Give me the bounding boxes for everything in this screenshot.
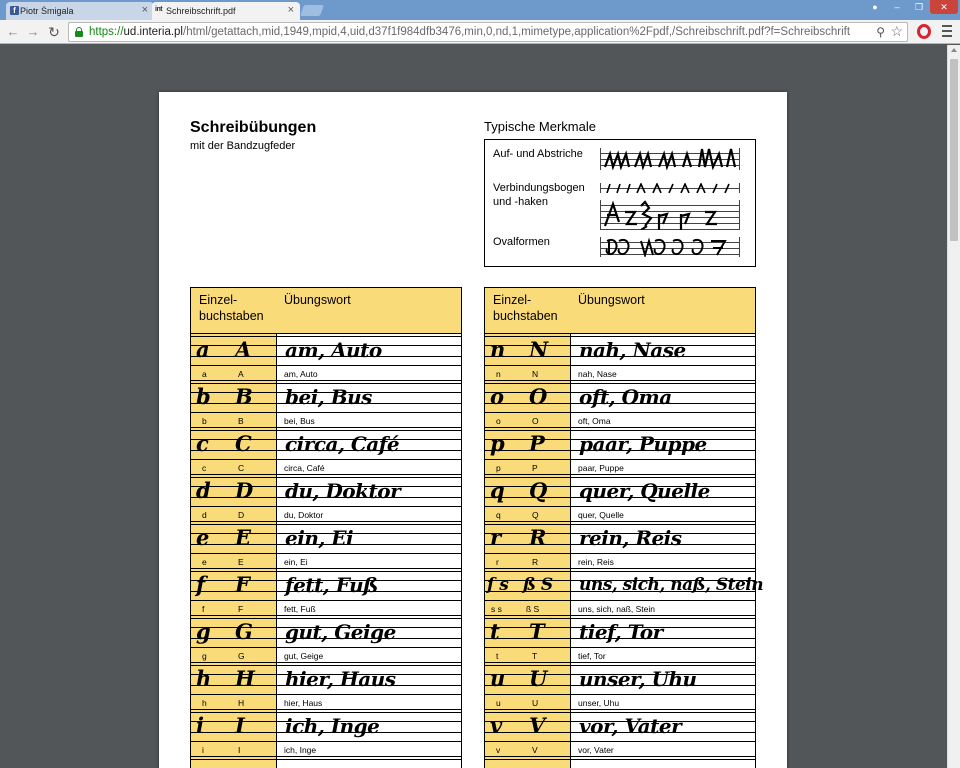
script-word: circa, Café	[285, 432, 400, 456]
print-upper: O	[532, 416, 539, 426]
address-bar[interactable]	[68, 22, 908, 42]
scroll-thumb[interactable]	[950, 59, 958, 241]
script-lower: i	[196, 713, 204, 738]
table-row	[485, 334, 755, 381]
script-lower: a	[196, 337, 210, 362]
script-upper: N	[529, 337, 548, 362]
print-upper: T	[532, 651, 538, 661]
table-row-partial	[191, 757, 461, 768]
script-word: bei, Bus	[285, 385, 372, 409]
script-word: am, Auto	[285, 338, 382, 362]
header-practice-word: Übungswort	[284, 293, 351, 307]
table-row	[191, 381, 461, 428]
feature-label: Auf- und Abstriche	[493, 148, 583, 160]
script-word: oft, Oma	[579, 385, 672, 409]
print-upper: F	[238, 604, 244, 614]
table-row	[485, 381, 755, 428]
print-lower: q	[496, 510, 501, 520]
script-word: unser, Uhu	[579, 667, 697, 691]
table-row	[485, 569, 764, 616]
print-word: hier, Haus	[284, 698, 323, 708]
table-row	[485, 522, 755, 569]
print-word: tief, Tor	[578, 651, 606, 661]
header-practice-word: Übungswort	[578, 293, 645, 307]
print-upper: C	[238, 463, 245, 473]
print-word: vor, Vater	[578, 745, 614, 755]
script-upper: C	[235, 431, 252, 456]
table-row	[485, 428, 755, 475]
script-word: ein, Ei	[285, 526, 354, 550]
script-word: rein, Reis	[579, 526, 682, 550]
print-word: am, Auto	[284, 369, 318, 379]
script-lower: t	[490, 619, 500, 644]
script-lower: p	[490, 431, 505, 456]
script-upper: E	[235, 525, 251, 550]
document-title: Schreibübungen	[190, 119, 317, 136]
practice-table-right	[484, 287, 764, 768]
print-word: fett, Fuß	[284, 604, 316, 614]
script-word: gut, Geige	[285, 620, 396, 644]
script-upper: U	[529, 666, 547, 691]
print-lower: u	[496, 698, 501, 708]
script-word: du, Doktor	[285, 479, 401, 503]
script-lower: q	[490, 478, 505, 503]
script-upper: P	[529, 431, 545, 456]
print-word: nah, Nase	[578, 369, 617, 379]
print-upper: V	[532, 745, 538, 755]
print-word: unser, Uhu	[578, 698, 620, 708]
table-row	[485, 663, 755, 710]
bookmark-star-icon[interactable]: ☆	[890, 23, 903, 39]
print-word: uns, sich, naß, Stein	[578, 604, 656, 614]
scroll-up-arrow-icon[interactable]	[951, 48, 957, 52]
print-lower: b	[202, 416, 207, 426]
script-upper: H	[235, 666, 255, 691]
print-lower: f	[202, 604, 205, 614]
user-icon[interactable]: ●	[872, 2, 878, 12]
feature-sample-strokes	[600, 148, 740, 170]
print-lower: i	[202, 745, 204, 755]
script-upper: D	[235, 478, 253, 503]
script-lower: f	[196, 572, 205, 597]
script-lower: c	[196, 431, 209, 456]
print-upper: A	[238, 369, 244, 379]
script-lower: n	[490, 337, 505, 362]
tab-label: Piotr Śmigala	[20, 6, 74, 16]
table-row-partial	[485, 757, 755, 768]
document-subtitle: mit der Bandzugfeder	[190, 140, 296, 152]
script-upper: B	[235, 384, 253, 409]
browser-toolbar	[0, 20, 960, 44]
table-row	[485, 475, 755, 522]
print-word: paar, Puppe	[578, 463, 624, 473]
print-lower: p	[496, 463, 501, 473]
print-upper: R	[532, 557, 539, 567]
interia-icon: int	[155, 6, 163, 13]
script-upper: ß S	[523, 575, 553, 595]
print-upper: B	[238, 416, 244, 426]
script-lower: ſ s	[487, 575, 509, 595]
script-word: vor, Vater	[579, 714, 682, 738]
print-word: gut, Geige	[284, 651, 324, 661]
close-window-button[interactable]: ✕	[930, 0, 958, 14]
print-lower: e	[202, 557, 207, 567]
script-upper: F	[235, 572, 250, 597]
script-word: fett, Fuß	[285, 573, 378, 597]
print-word: bei, Bus	[284, 416, 315, 426]
table-row	[485, 710, 755, 757]
feature-label: Ovalformen	[493, 236, 550, 248]
print-word: oft, Oma	[578, 416, 611, 426]
print-upper: E	[238, 557, 244, 567]
table-row	[191, 428, 461, 475]
url-text[interactable]: https://ud.interia.pl/html/getattach,mid,1949,mpid,4,uid,d37f1f984dfb3476,min,0,nd,1,mimetype,application%2Fpdf,/Schreibschrift.pdf?f=Schreibschrift	[89, 26, 851, 38]
print-word: rein, Reis	[578, 557, 614, 567]
title-bar	[0, 0, 960, 20]
script-upper: T	[529, 619, 545, 644]
table-row	[191, 616, 461, 663]
table-header	[191, 288, 461, 334]
back-button[interactable]: ←	[6, 24, 20, 39]
table-row	[191, 663, 461, 710]
print-lower: d	[202, 510, 207, 520]
print-word: circa, Café	[284, 463, 325, 473]
close-tab-icon[interactable]: ×	[287, 4, 294, 16]
table-row	[191, 522, 461, 569]
table-row	[191, 334, 461, 381]
table-header	[485, 288, 755, 334]
features-box	[484, 139, 756, 267]
header-single-letters: Einzel-buchstaben	[199, 293, 264, 323]
pdf-viewer[interactable]	[0, 45, 947, 768]
print-word: quer, Quelle	[578, 510, 624, 520]
table-row	[191, 569, 461, 616]
print-lower: r	[496, 557, 499, 567]
forward-button[interactable]: →	[26, 24, 40, 39]
pdf-page	[159, 92, 787, 768]
print-lower: h	[202, 698, 207, 708]
feature-sample-connectors-top	[600, 183, 740, 193]
script-lower: r	[490, 525, 501, 550]
print-upper: H	[238, 698, 245, 708]
print-word: ein, Ei	[284, 557, 308, 567]
print-lower: t	[496, 651, 499, 661]
print-upper: Q	[532, 510, 539, 520]
script-lower: b	[196, 384, 211, 409]
print-lower: o	[496, 416, 501, 426]
menu-icon[interactable]	[942, 25, 952, 40]
print-upper: D	[238, 510, 245, 520]
practice-table-left	[190, 287, 462, 768]
opera-extension-icon[interactable]	[917, 24, 931, 39]
script-upper: O	[529, 384, 547, 409]
table-row	[485, 616, 755, 663]
features-heading: Typische Merkmale	[484, 119, 596, 134]
script-word: uns, sich, naß, Stein	[579, 575, 764, 595]
print-upper: G	[238, 651, 245, 661]
print-upper: ß S	[526, 604, 540, 614]
maximize-button[interactable]: ❐	[914, 2, 924, 12]
script-upper: Q	[529, 478, 547, 503]
script-word: quer, Quelle	[579, 479, 710, 503]
tab-facebook[interactable]	[6, 2, 154, 20]
script-upper: G	[235, 619, 253, 644]
print-lower: s s	[491, 604, 502, 614]
vertical-scrollbar[interactable]	[947, 45, 960, 768]
facebook-icon: f	[10, 6, 19, 15]
print-lower: a	[202, 369, 207, 379]
script-lower: e	[196, 525, 209, 550]
script-word: tief, Tor	[579, 620, 663, 644]
print-upper: N	[532, 369, 539, 379]
script-lower: o	[490, 384, 504, 409]
script-lower: h	[196, 666, 211, 691]
script-lower: d	[196, 478, 211, 503]
script-word: ich, Inge	[285, 714, 380, 738]
print-lower: c	[202, 463, 207, 473]
feature-label: Verbindungsbogen und -haken	[493, 182, 585, 208]
feature-sample-connectors	[600, 200, 740, 230]
print-word: ich, Inge	[284, 745, 317, 755]
reload-button[interactable]: ↻	[48, 24, 60, 40]
new-tab-button[interactable]	[300, 5, 324, 16]
print-lower: v	[496, 745, 501, 755]
script-upper: R	[529, 525, 546, 550]
print-word: du, Doktor	[284, 510, 324, 520]
print-lower: n	[496, 369, 501, 379]
tab-label: Schreibschrift.pdf	[166, 6, 236, 16]
script-upper: I	[235, 713, 245, 738]
tab-schreibschrift[interactable]	[152, 2, 300, 20]
script-upper: A	[235, 337, 251, 362]
script-lower: g	[196, 619, 211, 644]
script-upper: V	[529, 713, 545, 738]
print-upper: P	[532, 463, 538, 473]
minimize-button[interactable]: –	[894, 2, 900, 12]
script-lower: u	[490, 666, 505, 691]
zoom-icon[interactable]: ⚲	[876, 25, 885, 39]
table-row	[191, 710, 461, 757]
script-word: hier, Haus	[285, 667, 396, 691]
script-lower: v	[490, 713, 502, 738]
lock-icon	[75, 27, 83, 37]
script-word: paar, Puppe	[579, 432, 707, 456]
print-upper: I	[238, 745, 241, 755]
print-upper: U	[532, 698, 539, 708]
feature-sample-ovals	[600, 237, 740, 257]
script-word: nah, Nase	[579, 338, 686, 362]
print-lower: g	[202, 651, 207, 661]
close-tab-icon[interactable]: ×	[141, 4, 148, 16]
table-row	[191, 475, 461, 522]
header-single-letters: Einzel-buchstaben	[493, 293, 558, 323]
